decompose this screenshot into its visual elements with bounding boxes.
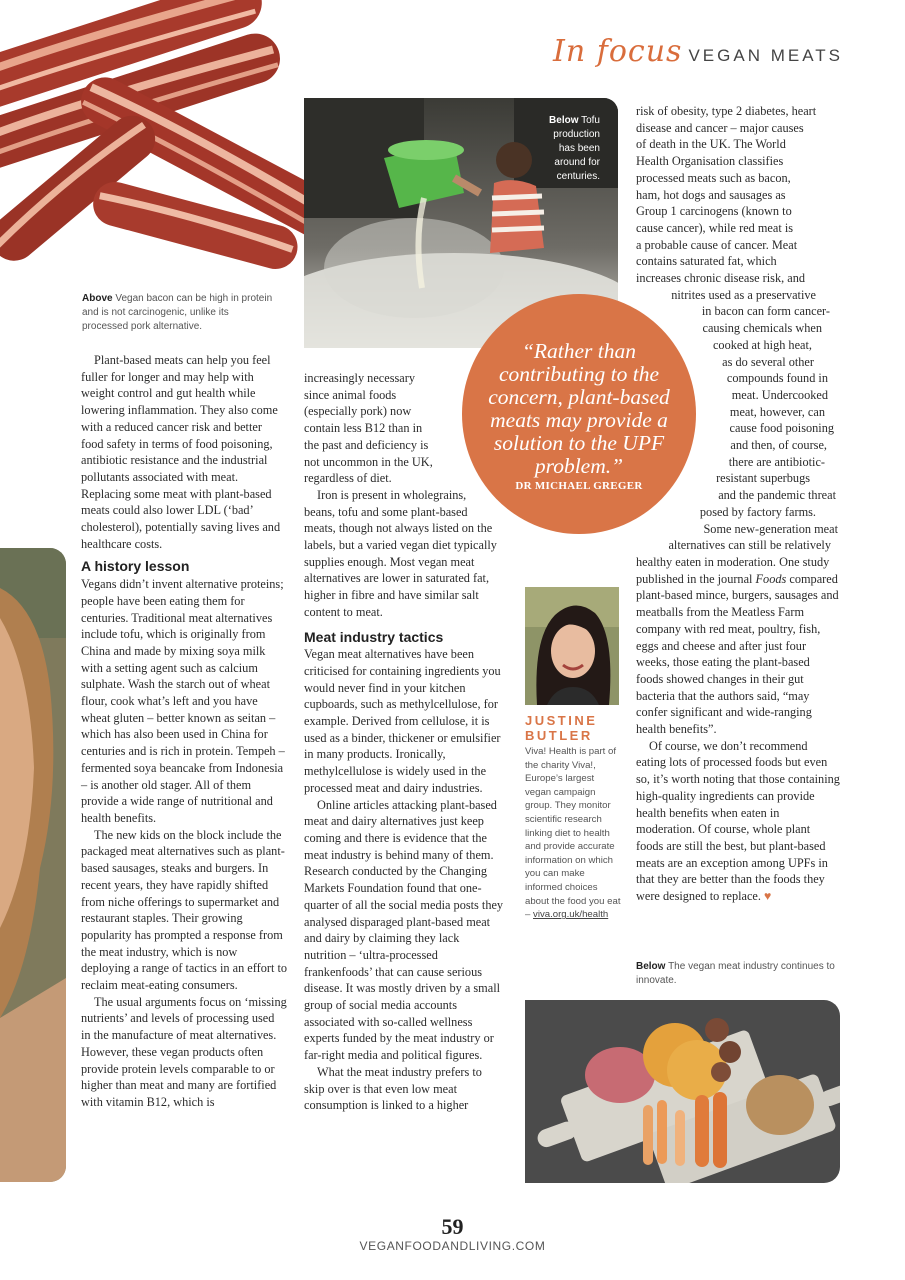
author-bio-text	[525, 745, 621, 922]
col2-line: not uncommon in the UK,	[304, 454, 433, 469]
journal-name: Foods	[755, 571, 787, 586]
bacon-caption	[82, 292, 274, 334]
bio-description: Viva! Health is part of the charity Viva!, Europe’s largest vegan campaign group. They monitor scientific research linking diet to health and provide accurate information on which you can make informed choices about the food you eat –	[525, 746, 621, 921]
col3-line: and then, of course,	[730, 438, 827, 453]
col1-paragraph-3: The new kids on the block include the packaged meat alternatives such as plant-based sausages, steaks and burgers. In recent years, they have rapidly shifted from niche offerings to supermarket and restaurant staples. Their growing popularity has prompted a response from the meat industry, which is now deploying a range of tactics in an effort to reclaim meat-eating consumers.	[81, 827, 288, 993]
col3-line: meat. Undercooked	[731, 387, 828, 402]
col2-line: increasingly necessary	[304, 371, 415, 385]
col1-paragraph-1: Plant-based meats can help you feel fuller for longer and may help with weight control and gut health while lowering inflammation. They also come with a reduced cancer risk and better food safety in terms of food poisoning, antibiotic resistance and the industrial pollutants associated with meat. Replacing some meat with plant-based meats could also lower LDL (‘bad’ cholesterol), potentially saving lives and healthcare costs.	[81, 353, 281, 551]
col3-p2-text-a: healthy eaten in moderation. One study published in the journal	[636, 554, 830, 586]
col3-line: cause cancer), while red meat is	[636, 220, 794, 235]
industry-caption-label: Below	[636, 961, 666, 972]
col3-line: ham, hot dogs and sausages as	[636, 187, 786, 202]
col3-p3-text: Of course, we don’t recommend eating lots of processed foods but even so, it’s worth noting that those containing high-quality ingredients can provide health benefits when eaten in moderation. Of course, whole plant foods are still the best, but plant-based meats are an exception among UPFs in that they are better than the foods they were designed to replace.	[636, 738, 840, 904]
industry-caption	[636, 960, 836, 988]
col3-p2-text-b: compared plant-based mince, burgers, sausages and meatballs from the Meatless Farm company with red meat, poultry, fish, eggs and cheese and after just four weeks, those eating the plant-based foods showed changes in their gut bacteria that the authors said, “may confer significant and wide-ranging health benefits”.	[636, 571, 839, 737]
col3-line: there are antibiotic-	[728, 454, 825, 469]
col3-line: disease and cancer – major causes	[636, 120, 804, 135]
author-name-first: JUSTINE	[525, 713, 598, 728]
col3-line: compounds found in	[726, 371, 828, 386]
col2-opening-lines	[304, 370, 464, 487]
col3-line: Group 1 carcinogens (known to	[636, 204, 792, 219]
col3-line: resistant superbugs	[716, 471, 810, 486]
col3-line: alternatives can still be relatively	[668, 538, 831, 553]
col2-line: (especially pork) now	[304, 404, 412, 419]
col3-line: a probable cause of cancer. Meat	[636, 237, 798, 252]
author-name-last: BUTLER	[525, 728, 593, 743]
col2-line: since animal foods	[304, 387, 397, 402]
vegan-meat-board-photo	[525, 1000, 840, 1183]
heart-icon: ♥	[764, 889, 772, 904]
col1-paragraph-2: Vegans didn’t invent alternative proteins; people have been eating them for centuries. Traditional meat alternatives include tofu, which is originally from China and made by mixing soya milk with a setting agent such as calcium sulphate. Wash the starch out of wheat flour, cook what’s left and you have wheat gluten – better known as seitan – which has also been used in China for centuries and is rich in protein. Tempeh – fermented soya beancake from Indonesia – is another old stager. All of them provide a wide range of nutritional and health benefits.	[81, 577, 285, 825]
tactics-heading: Meat industry tactics	[304, 628, 444, 645]
col1-paragraph-4: The usual arguments focus on ‘missing nutrients’ and levels of processing used in the manufacture of meat alternatives. However, these vegan products often provide protein levels comparable to or higher than meat and many are fortified with vitamin B12, which is	[81, 994, 287, 1109]
column-1	[81, 352, 287, 1111]
col2-paragraph-3: Vegan meat alternatives have been criticised for containing ingredients you would never find in your kitchen cupboards, such as methylcellulose, for example. Derived from cellulose, it is used as a binder, thickener or emulsifier in many products. Ironically, methylcellulose is widely used in the processed meat and dairy industries.	[304, 647, 501, 795]
col3-line: posed by factory farms.	[699, 504, 816, 519]
industry-caption-text: The vegan meat industry continues to innovate.	[636, 961, 835, 986]
justine-butler-photo	[525, 587, 619, 705]
section-title: VEGAN MEATS	[688, 46, 843, 65]
col3-line: Some new-generation meat	[703, 521, 838, 536]
col3-line: processed meats such as bacon,	[636, 170, 791, 185]
col3-line: Health Organisation classifies	[636, 154, 784, 169]
author-bio	[525, 713, 621, 922]
col3-line: causing chemicals when	[702, 321, 822, 336]
col3-line: nitrites used as a preservative	[671, 287, 816, 302]
col3-line: risk of obesity, type 2 diabetes, heart	[636, 104, 817, 118]
page-number: 59	[441, 1214, 464, 1239]
col2-line: the past and deficiency is	[304, 437, 429, 452]
col3-paragraph-3	[636, 738, 840, 905]
tofu-caption-text: Tofu production has been around for centuries.	[553, 115, 600, 182]
col3-line: of death in the UK. The World	[636, 137, 786, 152]
col3-paragraph-2-rest	[636, 554, 840, 738]
col2-line: contain less B12 than in	[304, 421, 423, 436]
tofu-caption-label: Below	[549, 115, 579, 126]
col2-paragraph-2: Iron is present in wholegrains, beans, tofu and some plant-based meats, though not always listed on the labels, but a varied vegan diet typically supplies enough. Most vegan meat alternatives are lower in saturated fat, higher in fibre and have similar salt content to meat.	[304, 487, 497, 619]
tofu-caption	[540, 114, 600, 184]
col3-line: cooked at high heat,	[712, 337, 812, 352]
col3-line: increases chronic disease risk, and	[636, 271, 806, 286]
col3-line: cause food poisoning	[729, 421, 834, 436]
bacon-caption-label: Above	[82, 293, 113, 304]
col3-line: meat, however, can	[729, 404, 825, 419]
pull-quote-text: “Rather than contributing to the concern, plant-based meats may provide a solution to the UPF problem.”	[488, 339, 670, 478]
history-heading: A history lesson	[81, 558, 190, 575]
col3-line: contains saturated fat, which	[636, 254, 777, 269]
section-script-title: In focus	[553, 34, 683, 69]
woman-portrait-photo	[0, 548, 66, 1182]
column-3	[636, 103, 840, 905]
col2-paragraph-4: Online articles attacking plant-based meat and dairy alternatives just keep coming and there is evidence that the meat industry is behind many of them. Research conducted by the Changing Markets Foundation found that one-quarter of all the social media posts they analysed disparaged plant-based meat and dairy by claiming they lack nutrition – ‘ultra-processed frankenfoods’ that can cause serious disease. It was mostly driven by a small group of social media accounts associated with so-called wellness experts funded by the meat industry or far-right media and political figures.	[304, 797, 504, 1063]
bacon-caption-text: Vegan bacon can be high in protein and is not carcinogenic, unlike its processed pork alternative.	[82, 293, 273, 332]
page-header	[553, 34, 843, 69]
col3-line: and the pandemic threat	[718, 488, 836, 503]
col3-line: in bacon can form cancer-	[701, 304, 830, 319]
col3-line: as do several other	[722, 354, 814, 369]
col2-line: regardless of diet.	[304, 471, 392, 486]
col2-paragraph-5: What the meat industry prefers to skip over is that even low meat consumption is linked to a higher	[304, 1064, 482, 1113]
pull-quote-author: DR MICHAEL GREGER	[515, 480, 643, 492]
viva-health-link[interactable]: viva.org.uk/health	[533, 909, 609, 921]
site-url[interactable]: VEGANFOODANDLIVING.COM	[359, 1239, 546, 1253]
